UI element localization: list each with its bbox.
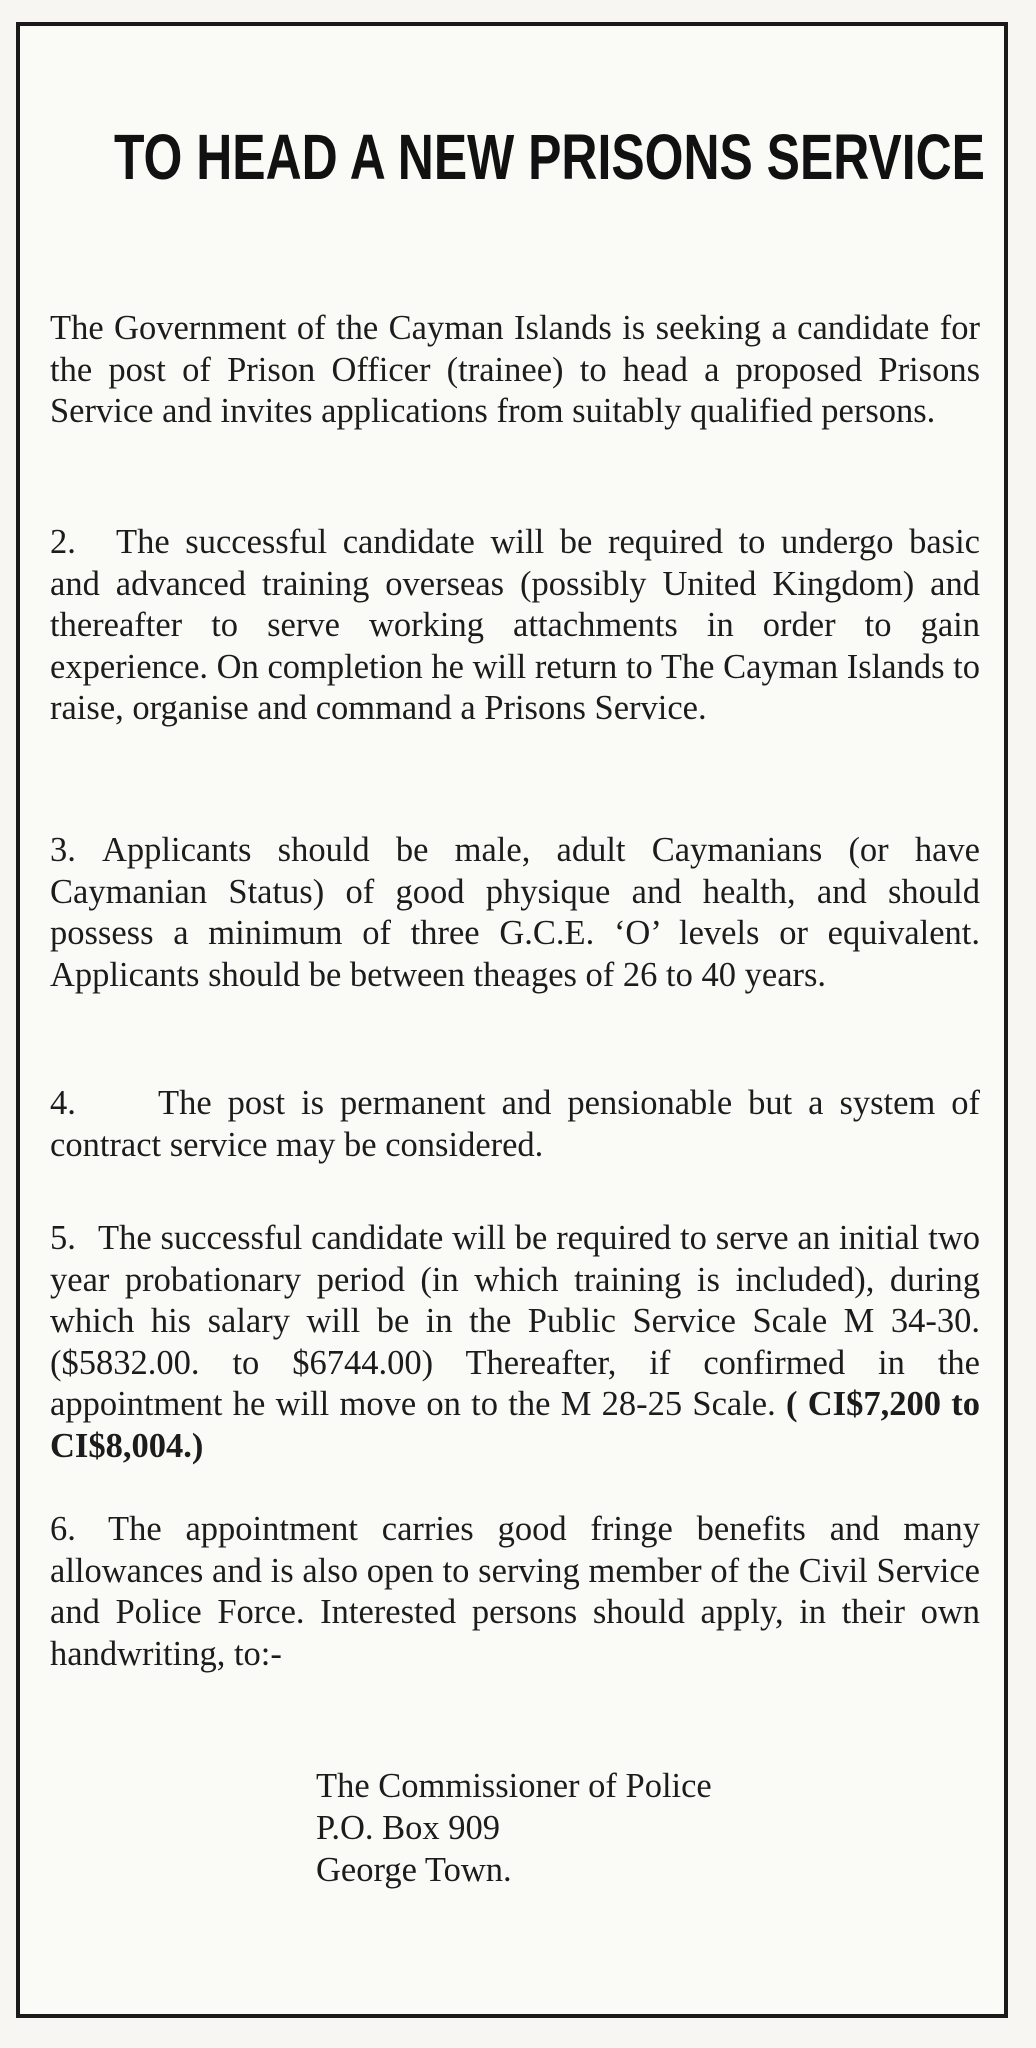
paragraph-3-number: 3. bbox=[50, 831, 76, 869]
paragraph-2-number: 2. bbox=[50, 523, 76, 561]
address-line-2: P.O. Box 909 bbox=[316, 1809, 501, 1847]
paragraph-5-number: 5. bbox=[50, 1219, 76, 1257]
paragraph-6-number: 6. bbox=[50, 1510, 76, 1548]
paragraph-3-text: Applicants should be male, adult Caymanians (or have Caymanian Status) of good physique and health, and should possess a minimum of three G.C.E. ‘O’ levels or equivalent. Applicants should be between theages of 26 to 40 years. bbox=[50, 831, 980, 994]
paragraph-5-figures: ( CI$7,200 to CI$8,004.) bbox=[50, 1385, 980, 1465]
paragraph-4 bbox=[50, 1083, 980, 1166]
address-line-3: George Town. bbox=[316, 1851, 512, 1889]
address-line-1: The Commissioner of Police bbox=[316, 1767, 712, 1805]
paragraph-2-text: The successful candidate will be required to undergo basic and advanced training overseas (possibly United Kingdom) and thereafter to serve working attachments in order to gain experience. On completion he will return to The Cayman Islands to raise, organise and command a Prisons Service. bbox=[50, 523, 980, 727]
headline: TO HEAD A NEW PRISONS SERVICE bbox=[113, 121, 985, 193]
paragraph-6-text: The appointment carries good fringe benefits and many allowances and is also open to serving member of the Civil Service and Police Force. Interested persons should apply, in their own handwriting, to:- bbox=[50, 1510, 980, 1673]
paragraph-4-number: 4. bbox=[50, 1084, 76, 1122]
paragraph-1: The Government of the Cayman Islands is seeking a candidate for the post of Prison Officer (trainee) to head a proposed Prisons Service and invites applications from suitably qualified persons. bbox=[50, 309, 980, 430]
paragraph-4-text: The post is permanent and pensionable but a system of contract service may be considered. bbox=[50, 1084, 980, 1164]
paragraph-6 bbox=[50, 1509, 980, 1675]
paragraph-5 bbox=[50, 1218, 980, 1467]
address-block bbox=[316, 1765, 712, 1891]
paragraph-2 bbox=[50, 522, 980, 730]
paragraph-3 bbox=[50, 830, 980, 996]
paragraph-5-text: The successful candidate will be required to serve an initial two year probationary period (in which training is included), during which his salary will be in the Public Service Scale M 34-30. ($5832.00. to $6744.00) Thereafter, if confirmed in the appointment he will move on to the M 28-25 Scale. bbox=[50, 1219, 980, 1423]
